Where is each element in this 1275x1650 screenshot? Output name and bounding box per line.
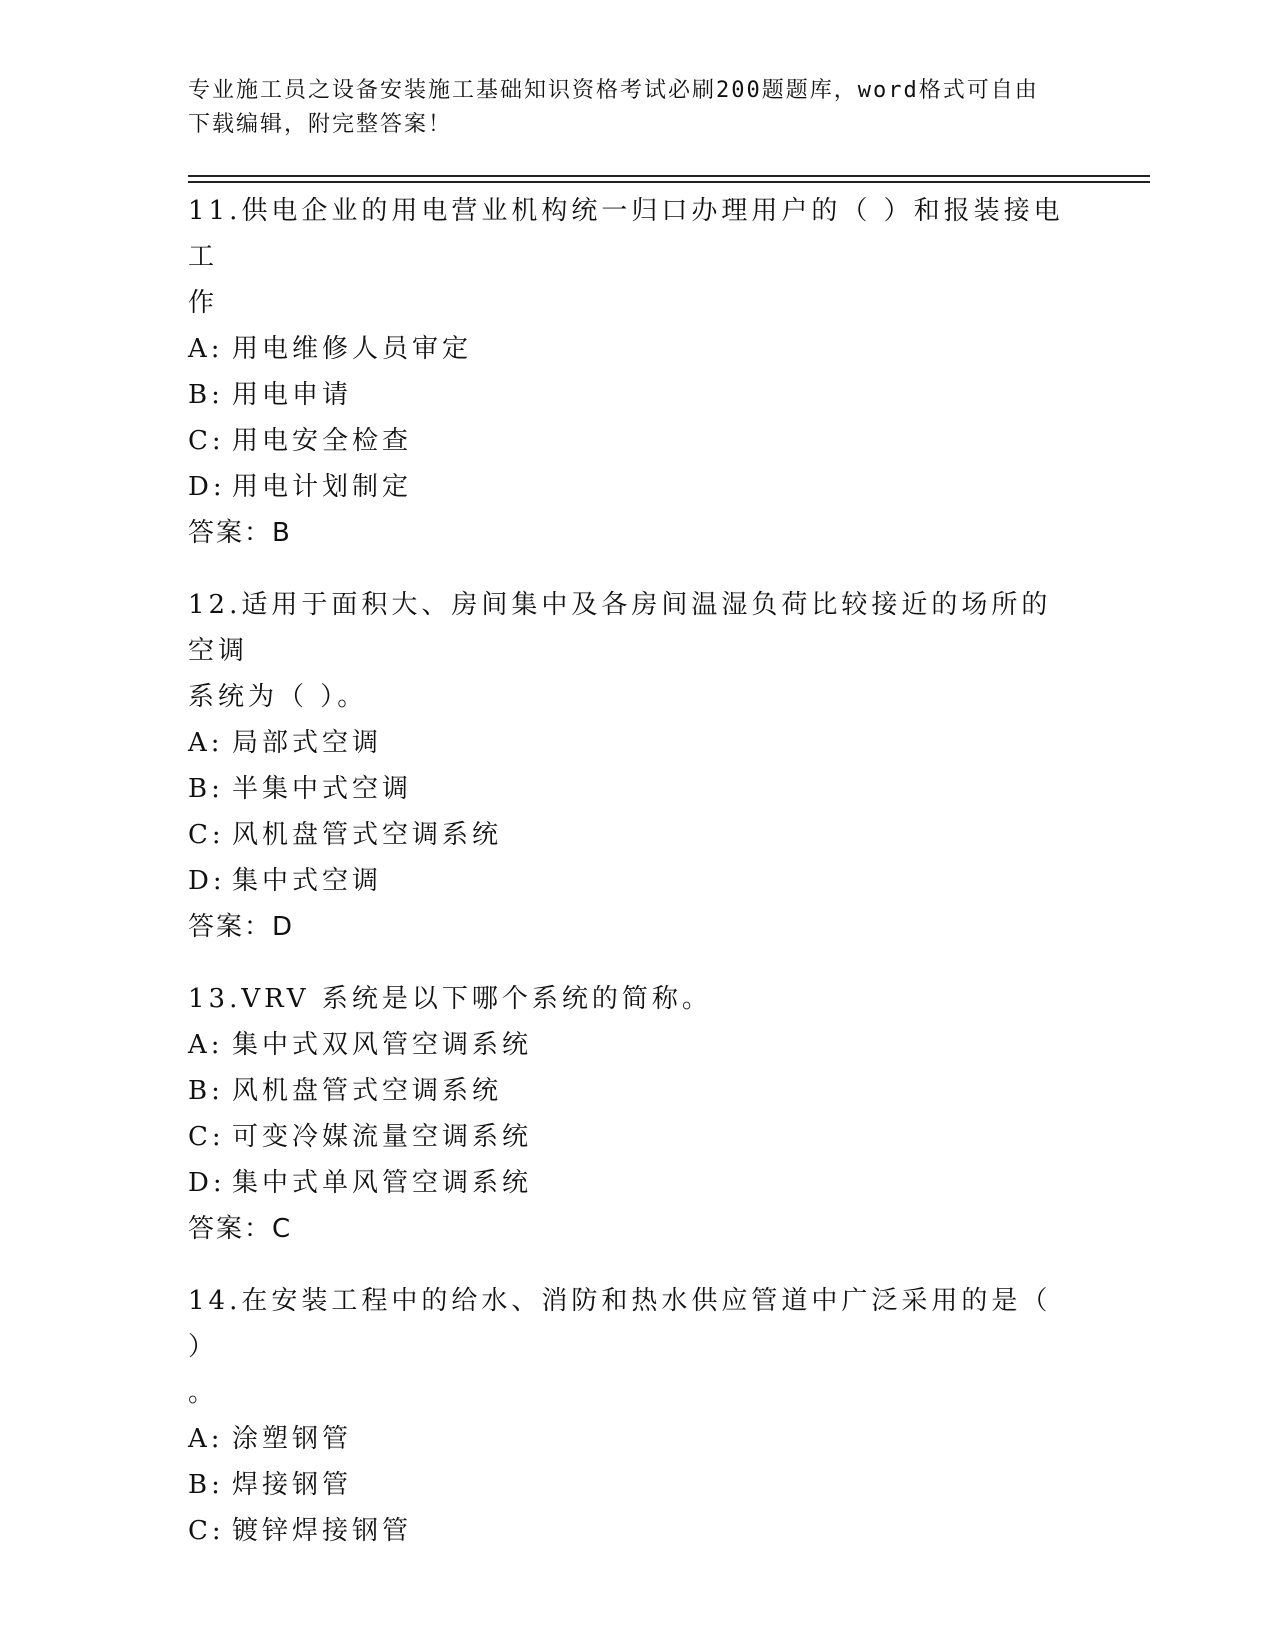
document-header [188, 74, 1068, 142]
option-a [188, 720, 1088, 766]
question-stem-line-1: 13.VRV 系统是以下哪个系统的简称。 [188, 984, 712, 1014]
option-text: 集中式双风管空调系统 [232, 1030, 533, 1060]
option-c [188, 1508, 1088, 1554]
question-stem [188, 582, 1068, 720]
option-b [188, 372, 1088, 418]
header-divider-top [188, 175, 1150, 177]
option-letter: B: [188, 1470, 224, 1500]
option-letter: B: [188, 380, 224, 410]
question-list [188, 188, 1088, 1580]
answer-line: 答案：B [188, 518, 292, 548]
option-text: 用电申请 [232, 380, 353, 410]
option-text: 可变冷媒流量空调系统 [232, 1122, 533, 1152]
option-letter: A: [188, 1030, 224, 1060]
header-divider-bottom [188, 181, 1150, 183]
option-d [188, 1160, 1088, 1206]
question-stem-line-1: 11.供电企业的用电营业机构统一归口办理用户的（ ）和报装接电工 [188, 196, 1064, 272]
option-text: 风机盘管式空调系统 [232, 1076, 503, 1106]
option-a [188, 326, 1088, 372]
option-b [188, 1068, 1088, 1114]
question-12 [188, 582, 1088, 950]
option-d [188, 464, 1088, 510]
option-letter: C: [188, 1516, 225, 1546]
option-letter: B: [188, 774, 224, 804]
option-b [188, 766, 1088, 812]
option-text: 镀锌焊接钢管 [232, 1516, 413, 1546]
question-stem [188, 188, 1068, 326]
question-stem [188, 1278, 1068, 1416]
question-14 [188, 1278, 1088, 1554]
option-text: 局部式空调 [232, 728, 383, 758]
option-text: 集中式单风管空调系统 [232, 1168, 533, 1198]
option-c [188, 418, 1088, 464]
option-letter: D: [188, 472, 226, 502]
question-stem-line-2: 作 [188, 288, 219, 318]
option-text: 用电维修人员审定 [232, 334, 473, 364]
option-b [188, 1462, 1088, 1508]
header-line-2: 下载编辑，附完整答案！ [188, 112, 453, 137]
option-letter: C: [188, 1122, 225, 1152]
option-text: 涂塑钢管 [232, 1424, 353, 1454]
option-a [188, 1416, 1088, 1462]
question-stem-line-1: 12.适用于面积大、房间集中及各房间温湿负荷比较接近的场所的空调 [188, 590, 1052, 666]
option-c [188, 1114, 1088, 1160]
option-letter: D: [188, 866, 226, 896]
option-text: 用电安全检查 [232, 426, 413, 456]
option-letter: C: [188, 820, 225, 850]
question-stem-line-2: 系统为（ ）。 [188, 682, 368, 712]
option-text: 半集中式空调 [232, 774, 413, 804]
question-11 [188, 188, 1088, 556]
header-line-1: 专业施工员之设备安装施工基础知识资格考试必刷200题题库，word格式可自由 [188, 78, 1039, 103]
option-text: 风机盘管式空调系统 [232, 820, 503, 850]
option-letter: A: [188, 728, 224, 758]
option-text: 用电计划制定 [232, 472, 413, 502]
option-d [188, 858, 1088, 904]
option-letter: A: [188, 1424, 224, 1454]
question-stem [188, 976, 1068, 1022]
option-text: 焊接钢管 [232, 1470, 353, 1500]
option-letter: A: [188, 334, 224, 364]
answer-line: 答案：D [188, 912, 295, 942]
question-stem-line-2: 。 [188, 1378, 219, 1408]
option-letter: D: [188, 1168, 226, 1198]
option-c [188, 812, 1088, 858]
answer-line: 答案：C [188, 1214, 293, 1244]
option-letter: C: [188, 426, 225, 456]
option-a [188, 1022, 1088, 1068]
question-stem-line-1: 14.在安装工程中的给水、消防和热水供应管道中广泛采用的是（ ） [188, 1286, 1052, 1362]
question-13 [188, 976, 1088, 1252]
option-letter: B: [188, 1076, 224, 1106]
option-text: 集中式空调 [232, 866, 383, 896]
